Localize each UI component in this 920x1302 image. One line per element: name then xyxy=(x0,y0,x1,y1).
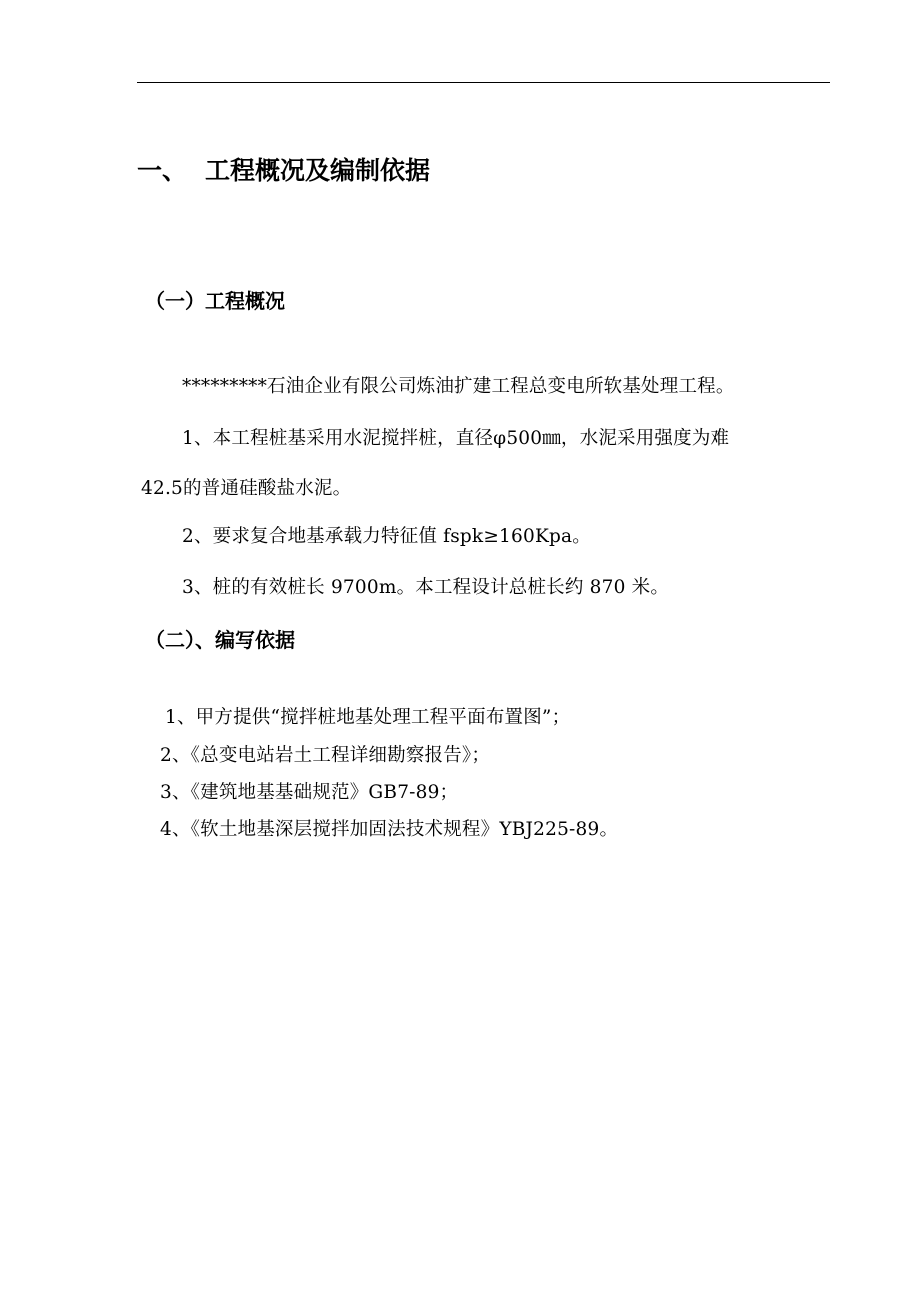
overview-paragraph-intro: *********石油企业有限公司炼油扩建工程总变电所软基处理工程。 xyxy=(182,376,735,397)
section-title: 工程概况及编制依据 xyxy=(205,156,431,185)
overview-paragraph-capacity: 2、要求复合地基承载力特征值 fspk≥160Kpa。 xyxy=(182,526,591,547)
basis-item: 2、《总变电站岩土工程详细勘察报告》； xyxy=(160,745,491,766)
basis-item: 4、《软土地基深层搅拌加固法技术规程》YBJ225-89。 xyxy=(160,819,619,840)
header-rule xyxy=(137,82,830,83)
overview-paragraph-pile: 1、本工程桩基采用水泥搅拌桩，直径φ500㎜，水泥采用强度为难 xyxy=(182,428,730,449)
overview-paragraph-pile-cont: 42.5的普通硅酸盐水泥。 xyxy=(141,478,352,499)
basis-item: 3、《建筑地基基础规范》GB7-89； xyxy=(160,782,459,803)
basis-heading: （二）、编写依据 xyxy=(145,628,295,652)
section-heading xyxy=(137,158,430,183)
overview-heading: （一）工程概况 xyxy=(145,289,285,313)
basis-item: 1、甲方提供“搅拌桩地基处理工程平面布置图”； xyxy=(165,707,571,728)
section-number: 一、 xyxy=(137,156,188,185)
overview-paragraph-length: 3、桩的有效桩长 9700m。本工程设计总桩长约 870 米。 xyxy=(182,577,670,598)
